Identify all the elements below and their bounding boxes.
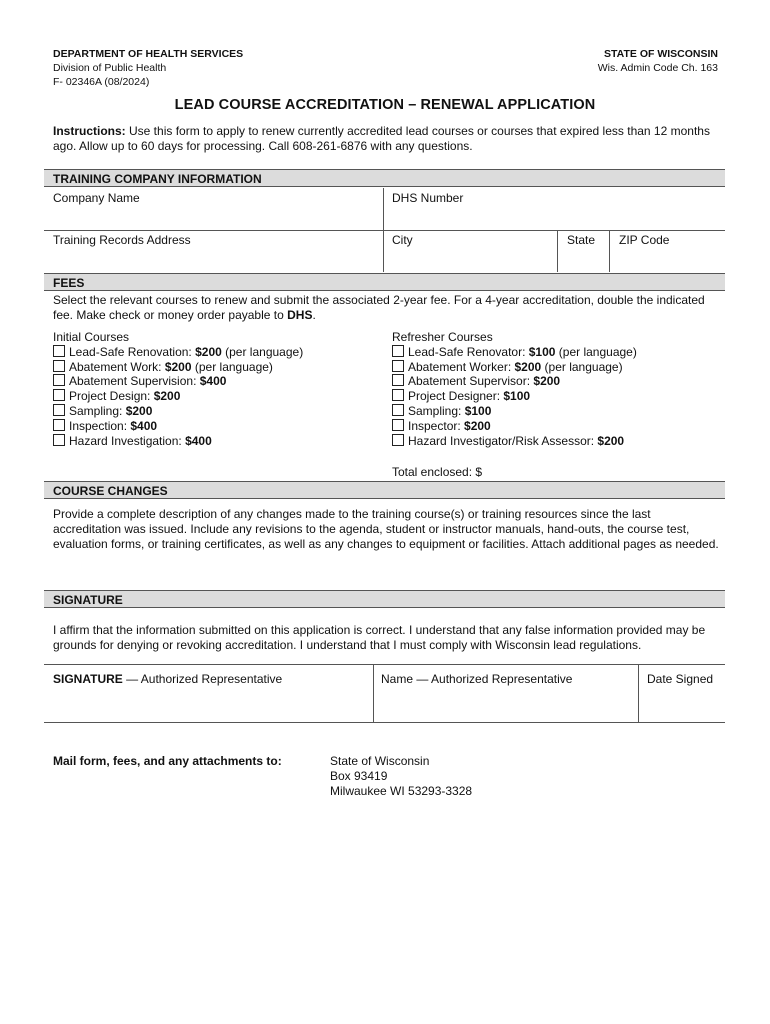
mail-address-line: State of Wisconsin xyxy=(330,754,430,768)
initial-course-row xyxy=(53,434,303,449)
total-enclosed-label: Total enclosed: $ xyxy=(392,465,483,479)
initial-courses-list xyxy=(53,330,303,448)
initial-course-row xyxy=(53,404,303,419)
refresher-courses-heading: Refresher Courses xyxy=(392,330,493,344)
rep-name-label: Name — Authorized Representative xyxy=(381,672,573,686)
mail-label: Mail form, fees, and any attachments to: xyxy=(53,754,282,768)
course-fee: $200 xyxy=(125,403,153,418)
refresher-course-row xyxy=(392,419,637,434)
address-label: Training Records Address xyxy=(53,233,191,247)
rep-name-field[interactable] xyxy=(375,688,636,721)
divider xyxy=(44,230,725,231)
fees-section-header: FEES xyxy=(44,273,725,291)
initial-course-row xyxy=(53,389,303,404)
initial-course-checkbox[interactable] xyxy=(53,374,65,386)
signature-label xyxy=(53,672,282,686)
division-name: Division of Public Health xyxy=(53,62,167,74)
training-company-section-header: TRAINING COMPANY INFORMATION xyxy=(44,169,725,187)
company-name-field[interactable] xyxy=(45,205,383,229)
course-fee-note: (per language) xyxy=(191,359,273,374)
course-changes-text: Provide a complete description of any changes made to the training course(s) or training resources since the last accreditation was issued. Include any revisions to the agenda, student or instructor manuals, hand-outs, the course test, evaluation forms, or training certificates, as well as any changes to equipment or facilities. Attach additional pages as needed. xyxy=(53,507,719,551)
course-name: Inspection: xyxy=(69,418,131,433)
signature-section-header: SIGNATURE xyxy=(44,590,725,608)
date-signed-field[interactable] xyxy=(640,688,724,721)
refresher-course-row xyxy=(392,434,637,449)
state-field[interactable] xyxy=(559,248,609,271)
initial-course-checkbox[interactable] xyxy=(53,389,65,401)
initial-course-row xyxy=(53,360,303,375)
course-fee: $100 xyxy=(503,389,531,404)
zip-field[interactable] xyxy=(611,248,724,271)
date-signed-label: Date Signed xyxy=(647,672,714,686)
refresher-course-checkbox[interactable] xyxy=(392,345,404,357)
dhs-number-field[interactable] xyxy=(385,205,724,229)
dhs-number-label: DHS Number xyxy=(392,191,464,205)
course-fee: $200 xyxy=(533,374,561,389)
initial-course-row xyxy=(53,419,303,434)
course-fee: $200 xyxy=(195,344,222,359)
form-title: LEAD COURSE ACCREDITATION – RENEWAL APPLICATION xyxy=(174,97,596,113)
header-right xyxy=(598,47,718,75)
refresher-courses-list xyxy=(392,330,637,448)
city-field[interactable] xyxy=(385,248,557,271)
admin-code: Wis. Admin Code Ch. 163 xyxy=(597,62,718,74)
initial-course-checkbox[interactable] xyxy=(53,419,65,431)
course-name: Abatement Supervisor: xyxy=(408,374,534,389)
course-name: Abatement Work: xyxy=(69,359,165,374)
course-fee: $200 xyxy=(464,418,491,433)
course-name: Project Designer: xyxy=(408,389,504,404)
divider xyxy=(373,664,374,722)
course-changes-section-header: COURSE CHANGES xyxy=(44,481,725,499)
divider xyxy=(383,230,384,272)
signature-field[interactable] xyxy=(45,688,371,721)
mail-address xyxy=(330,754,472,799)
state-label: State xyxy=(567,233,596,247)
initial-course-row xyxy=(53,374,303,389)
total-enclosed-field[interactable] xyxy=(490,462,720,480)
mail-address-line: Box 93419 xyxy=(330,769,388,783)
initial-course-checkbox[interactable] xyxy=(53,345,65,357)
company-name-label: Company Name xyxy=(53,191,140,205)
refresher-course-checkbox[interactable] xyxy=(392,404,404,416)
refresher-course-row xyxy=(392,345,637,360)
initial-course-checkbox[interactable] xyxy=(53,360,65,372)
address-field[interactable] xyxy=(45,248,383,271)
course-fee: $200 xyxy=(597,433,625,448)
course-name: Project Design: xyxy=(69,389,154,404)
divider xyxy=(609,230,610,272)
course-fee: $400 xyxy=(130,418,158,433)
initial-course-checkbox[interactable] xyxy=(53,404,65,416)
course-fee: $200 xyxy=(153,389,181,404)
course-name: Lead-Safe Renovator: xyxy=(408,344,529,359)
fees-intro xyxy=(53,293,723,323)
course-name: Abatement Worker: xyxy=(408,359,515,374)
course-fee-note: (per language) xyxy=(555,344,637,359)
course-name: Sampling: xyxy=(408,403,465,418)
refresher-course-checkbox[interactable] xyxy=(392,434,404,446)
fees-intro-text: Select the relevant courses to renew and submit the associated 2-year fee. For a 4-year accreditation, double the indicated fee. Make check or money order payable to xyxy=(53,293,705,322)
divider xyxy=(557,230,558,272)
course-fee: $100 xyxy=(528,344,556,359)
course-name: Inspector: xyxy=(408,418,465,433)
course-fee: $400 xyxy=(199,374,227,389)
fees-intro-end: . xyxy=(312,308,316,322)
refresher-course-checkbox[interactable] xyxy=(392,374,404,386)
city-label: City xyxy=(392,233,413,247)
total-enclosed xyxy=(392,465,482,479)
course-name: Hazard Investigator/Risk Assessor: xyxy=(408,433,598,448)
instructions-label: Instructions: xyxy=(53,124,126,138)
course-name: Abatement Supervision: xyxy=(69,374,200,389)
instructions-text: Use this form to apply to renew currently accredited lead courses or courses that expired less than 12 months ago. Allow up to 60 days for processing. Call 608-261-6876 with any questions. xyxy=(53,124,710,153)
affirmation-text: I affirm that the information submitted on this application is correct. I understand that any false information provided may be grounds for denying or revoking accreditation. I understand that I must comply with Wisconsin lead regulations. xyxy=(53,623,706,652)
payee: DHS xyxy=(287,308,313,322)
form-number: F- 02346A (08/2024) xyxy=(53,76,150,88)
course-fee: $400 xyxy=(185,433,212,448)
refresher-course-row xyxy=(392,374,637,389)
refresher-course-row xyxy=(392,389,637,404)
refresher-course-row xyxy=(392,360,637,375)
course-name: Sampling: xyxy=(69,403,126,418)
divider xyxy=(44,664,725,665)
instructions xyxy=(53,124,723,154)
refresher-course-checkbox[interactable] xyxy=(392,360,404,372)
department-name: DEPARTMENT OF HEALTH SERVICES xyxy=(53,48,244,60)
initial-course-row xyxy=(53,345,303,360)
course-fee: $100 xyxy=(464,403,492,418)
initial-courses-heading: Initial Courses xyxy=(53,330,130,344)
course-fee: $200 xyxy=(514,359,542,374)
mail-address-line: Milwaukee WI 53293-3328 xyxy=(330,784,473,798)
refresher-course-checkbox[interactable] xyxy=(392,419,404,431)
header-left xyxy=(53,47,243,89)
course-fee: $200 xyxy=(164,359,192,374)
zip-label: ZIP Code xyxy=(619,233,670,247)
course-fee-note: (per language) xyxy=(221,344,304,359)
course-name: Hazard Investigation: xyxy=(69,433,186,448)
course-name: Lead-Safe Renovation: xyxy=(69,344,196,359)
divider xyxy=(44,722,725,723)
refresher-course-checkbox[interactable] xyxy=(392,389,404,401)
divider xyxy=(638,664,639,722)
state-name: STATE OF WISCONSIN xyxy=(604,48,718,60)
signature-label-rest: — Authorized Representative xyxy=(122,672,283,686)
refresher-course-row xyxy=(392,404,637,419)
signature-label-bold: SIGNATURE xyxy=(53,672,123,686)
initial-course-checkbox[interactable] xyxy=(53,434,65,446)
divider xyxy=(383,188,384,231)
course-fee-note: (per language) xyxy=(541,359,623,374)
